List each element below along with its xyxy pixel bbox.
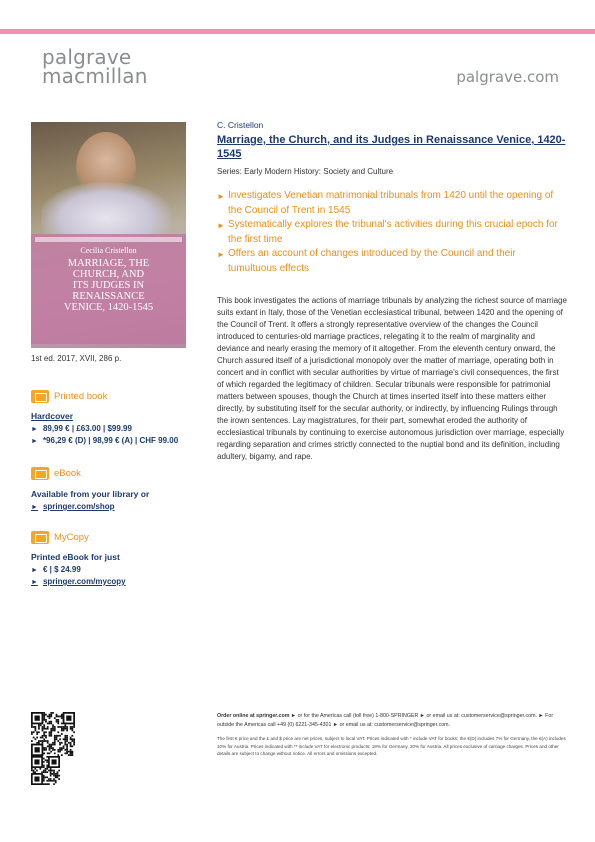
logo-line-macmillan: macmillan <box>42 64 148 88</box>
printed-book-block <box>31 411 178 448</box>
mycopy-text: Printed eBook for just <box>31 552 120 562</box>
feature-text: Systematically explores the tribunal's activities during this crucial epoch for the first time <box>228 219 558 245</box>
edition-info: 1st ed. 2017, XVII, 286 p. <box>31 354 122 363</box>
logo-line-palgrave: palgrave <box>42 45 132 69</box>
footer <box>217 712 567 758</box>
printed-book-heading <box>31 389 107 403</box>
printed-book-label: Printed book <box>54 390 108 402</box>
cover-author: Cecilia Cristellon <box>80 246 137 255</box>
cover-series-strip <box>35 237 182 242</box>
mycopy-link[interactable] <box>31 577 126 586</box>
book-cover-image <box>31 122 186 348</box>
main-column <box>217 120 567 463</box>
feature-bullet <box>217 247 567 276</box>
mycopy-label: MyCopy <box>54 531 89 543</box>
ebook-heading <box>31 466 81 480</box>
feature-bullet <box>217 189 567 218</box>
hardcover-label[interactable]: Hardcover <box>31 411 74 421</box>
ebook-block <box>31 489 149 514</box>
ebook-shop-link[interactable] <box>31 502 149 511</box>
arrow-right-icon: ► <box>31 438 38 445</box>
feature-text: Investigates Venetian matrimonial tribunals from 1420 until the opening of the Council of Trent in 1545 <box>228 190 554 216</box>
book-author: C. Cristellon <box>217 120 264 130</box>
order-info <box>217 712 567 729</box>
price-2: *96,29 € (D) | 98,99 € (A) | CHF 99.00 <box>42 436 179 445</box>
ebook-label: eBook <box>54 467 81 479</box>
cover-title: MARRIAGE, THE CHURCH, AND ITS JUDGES IN RENAISSANCE VENICE, 1420-1545 <box>63 258 154 313</box>
publisher-logo[interactable] <box>42 45 148 88</box>
series-name: Series: Early Modern History: Society and Culture <box>217 167 394 176</box>
ebook-shop-url: springer.com/shop <box>42 502 115 511</box>
book-icon <box>31 390 49 403</box>
pricing-disclaimer: The first € price and the £ and $ price are net prices, subject to local VAT. Prices indicated with * include VAT for books; the €(D) includes 7% for Germany, the €(A) includes 10% for Austria. Prices indicated with ** include VAT for electronic products; 19% for Germany, 20% for Austria. All prices exclusive of carriage charges. Prices and other details are subject to change without notice. All errors and omissions excepted. <box>217 736 566 756</box>
cover-title-band <box>31 234 186 344</box>
ebook-icon <box>31 467 49 480</box>
mycopy-heading <box>31 530 89 544</box>
arrow-right-icon: ► <box>31 426 38 433</box>
mycopy-price: € | $ 24.99 <box>42 565 81 574</box>
order-online-link[interactable]: Order online at springer.com <box>217 713 290 719</box>
feature-bullet <box>217 218 567 247</box>
qr-code[interactable] <box>31 712 75 785</box>
ebook-availability: Available from your library or <box>31 489 150 499</box>
arrow-right-icon: ► <box>217 250 225 259</box>
arrow-right-icon: ► <box>31 567 38 574</box>
mycopy-price-row <box>31 565 126 574</box>
cover-portrait-dress <box>41 182 171 242</box>
mycopy-block <box>31 552 126 589</box>
price-1: 89,99 € | £63.00 | $99.99 <box>42 424 132 433</box>
arrow-right-icon: ► <box>31 579 38 586</box>
arrow-right-icon: ► <box>217 192 225 201</box>
top-accent-bar <box>0 29 595 34</box>
mycopy-url: springer.com/mycopy <box>42 577 126 586</box>
order-contact-text: ► or for the Americas call (toll free) 1-800-SPRINGER ► or email us at: customerservice@springer.com. ► For outside the Americas call +49 (0) 6221-345-4301 ► or email us at: customerservice@springer.com. <box>217 713 554 728</box>
feature-text: Offers an account of changes introduced by the Council and their tumultuous effects <box>228 248 516 274</box>
arrow-right-icon: ► <box>217 221 225 230</box>
price-row-2 <box>31 436 178 445</box>
mycopy-icon <box>31 531 49 544</box>
feature-bullets <box>217 189 567 276</box>
price-row-1 <box>31 424 178 433</box>
book-title-link[interactable]: Marriage, the Church, and its Judges in Renaissance Venice, 1420-1545 <box>217 134 566 160</box>
arrow-right-icon: ► <box>31 504 38 511</box>
book-description: This book investigates the actions of marriage tribunals by analyzing the richest source of marriage suits extant in Italy, those of the Venetian ecclesiastical tribunal, between 1420 and the opening of the Council of Trent. It offers a strongly representative overview of the changes the Council introduced to centuries-old marriage practices, relegating it to the realm of marginality and deviance and nearly erasing the memory of it altogether. From the eleventh century onward, the Church assured itself of a jurisdictional monopoly over the matter of marriage, operating both in concert and in conflict with secular authorities by virtue of marriage's civil consequences, the first of which regarded the legitimacy of children. Secular tribunals were responsible for patrimonial matters between spouses, though the Church at times inserted itself into these matters either directly, by substituting itself for the secular authority, or indirectly, by influencing Rulings through the irown sentences. Lay magistratures, for their part, somewhat eroded the authority of ecclesiastical tribunals by continuing to exercise autonomous jurisdiction over marriage, especially regarding separation and crimes strictly connected to the nuptial bond and its definition, including adultery, bigamy, and rape. <box>217 296 567 461</box>
publisher-site-link[interactable]: palgrave.com <box>456 68 559 86</box>
